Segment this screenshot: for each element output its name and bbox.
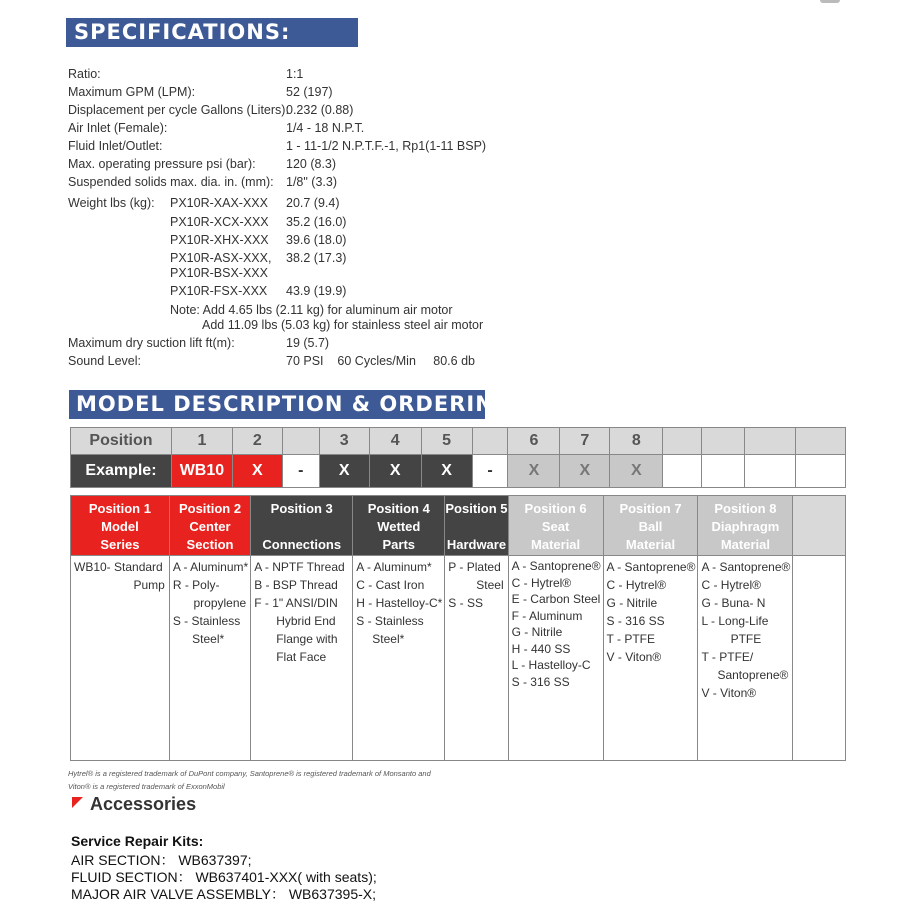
kit-line: MAJOR AIR VALVE ASSEMBLY： WB637395-X; (71, 886, 377, 902)
spec-label-fluid-inlet: Fluid Inlet/Outlet: (68, 139, 163, 153)
weight-label: Weight lbs (kg): (68, 196, 155, 210)
weight-value: 43.9 (19.9) (286, 284, 347, 298)
options-ball-material: A - Santoprene® C - Hytrel® G - Nitrile S - 316 SS T - PTFE V - Viton® (603, 556, 698, 761)
kit-line: AIR SECTION： WB637397; (71, 852, 252, 868)
spec-value-suction: 19 (5.7) (286, 336, 330, 350)
spec-label-air-inlet: Air Inlet (Female): (68, 121, 168, 135)
corner-decoration (820, 0, 840, 3)
options-connections: A - NPTF Thread B - BSP Thread F - 1" ANSI/DIN Hybrid End Flange with Flat Face (251, 556, 353, 761)
header-position-2: Position 2 Center Section (169, 496, 250, 556)
position-number: 7 (560, 428, 610, 455)
weight-model: PX10R-XAX-XXX (170, 196, 268, 210)
position-number: 2 (232, 428, 282, 455)
options-model-series: WB10- Standard Pump (71, 556, 170, 761)
weight-model: PX10R-BSX-XXX (170, 266, 268, 280)
spec-value-displacement: 0.232 (0.88) (286, 103, 354, 117)
kit-line: FLUID SECTION： WB637401-XXX( with seats); (71, 869, 377, 885)
model-description-table (70, 495, 846, 761)
header-position-1: Position 1 Model Series (71, 496, 170, 556)
example-code: WB10 (171, 455, 232, 488)
example-code: X (560, 455, 610, 488)
weight-model: PX10R-ASX-XXX, (170, 251, 272, 265)
weight-value: 35.2 (16.0) (286, 215, 347, 229)
weight-model: PX10R-XCX-XXX (170, 215, 269, 229)
header-position-7: Position 7 Ball Material (603, 496, 698, 556)
example-separator: - (472, 455, 508, 488)
grid-blank (745, 428, 796, 455)
position-number: 3 (319, 428, 369, 455)
header-blank (793, 496, 846, 556)
spec-value-air-inlet: 1/4 - 18 N.P.T. (286, 121, 365, 135)
spec-label-pressure: Max. operating pressure psi (bar): (68, 157, 256, 171)
options-blank (793, 556, 846, 761)
weight-note: Add 11.09 lbs (5.03 kg) for stainless steel air motor (202, 318, 484, 332)
position-number: 6 (508, 428, 560, 455)
trademark-footnote: Hytrel® is a registered trademark of DuPont company, Santoprene® is registered trademark of Monsanto and (68, 769, 431, 778)
example-code: X (610, 455, 663, 488)
spec-label-displacement: Displacement per cycle Gallons (Liters): (68, 103, 289, 117)
example-code: X (508, 455, 560, 488)
header-position-3: Position 3 Connections (251, 496, 353, 556)
position-number: 1 (171, 428, 232, 455)
weight-note: Note: Add 4.65 lbs (2.11 kg) for aluminum air motor (170, 303, 453, 317)
position-label: Position (71, 428, 172, 455)
grid-blank (702, 455, 745, 488)
spec-label-ratio: Ratio: (68, 67, 101, 81)
grid-blank (795, 455, 845, 488)
spec-label-sound: Sound Level: (68, 354, 141, 368)
trademark-footnote: Viton® is a registered trademark of ExxonMobil (68, 782, 225, 791)
example-code: X (369, 455, 421, 488)
header-position-5: Position 5 Hardware (445, 496, 508, 556)
options-center-section: A - Aluminum* R - Poly- propylene S - Stainless Steel* (169, 556, 250, 761)
position-number: 5 (421, 428, 472, 455)
options-wetted-parts: A - Aluminum* C - Cast Iron H - Hastelloy-C* S - Stainless Steel* (353, 556, 445, 761)
weight-model: PX10R-FSX-XXX (170, 284, 268, 298)
options-diaphragm-material: A - Santoprene® C - Hytrel® G - Buna- N L - Long-Life PTFE T - PTFE/ Santoprene® V - Viton® (698, 556, 793, 761)
header-position-8: Position 8 Diaphragm Material (698, 496, 793, 556)
grid-blank (663, 455, 702, 488)
model-description-heading: MODEL DESCRIPTION & ORDERING: (69, 390, 485, 419)
spec-value-sound: 70 PSI 60 Cycles/Min 80.6 db (286, 354, 475, 368)
position-number: 4 (369, 428, 421, 455)
example-label: Example: (71, 455, 172, 488)
specifications-heading: SPECIFICATIONS: (66, 18, 358, 47)
ordering-grid (70, 427, 846, 488)
grid-blank (795, 428, 845, 455)
grid-blank (702, 428, 745, 455)
weight-model: PX10R-XHX-XXX (170, 233, 269, 247)
spec-label-solids: Suspended solids max. dia. in. (mm): (68, 175, 274, 189)
example-code: X (319, 455, 369, 488)
grid-blank (745, 455, 796, 488)
spec-value-ratio: 1:1 (286, 67, 304, 81)
example-separator: - (282, 455, 319, 488)
spec-label-suction: Maximum dry suction lift ft(m): (68, 336, 235, 350)
example-code: X (421, 455, 472, 488)
weight-value: 39.6 (18.0) (286, 233, 347, 247)
spec-value-gpm: 52 (197) (286, 85, 333, 99)
options-hardware: P - Plated Steel S - SS (445, 556, 508, 761)
service-kits-title: Service Repair Kits: (71, 833, 204, 849)
header-position-6: Position 6 Seat Material (508, 496, 603, 556)
accessories-heading: Accessories (90, 794, 197, 814)
position-number (472, 428, 508, 455)
spec-value-pressure: 120 (8.3) (286, 157, 337, 171)
weight-value: 38.2 (17.3) (286, 251, 347, 265)
spec-value-fluid-inlet: 1 - 11-1/2 N.P.T.F.-1, Rp1(1-11 BSP) (286, 139, 487, 153)
position-number (282, 428, 319, 455)
options-seat-material: A - Santoprene® C - Hytrel® E - Carbon Steel F - Aluminum G - Nitrile H - 440 SS L - Hastelloy-C S - 316 SS (508, 556, 603, 761)
example-code: X (232, 455, 282, 488)
weight-value: 20.7 (9.4) (286, 196, 340, 210)
spec-label-gpm: Maximum GPM (LPM): (68, 85, 196, 99)
position-number: 8 (610, 428, 663, 455)
spec-value-solids: 1/8" (3.3) (286, 175, 337, 189)
header-position-4: Position 4 Wetted Parts (353, 496, 445, 556)
triangle-marker-icon (72, 797, 83, 808)
grid-blank (663, 428, 702, 455)
